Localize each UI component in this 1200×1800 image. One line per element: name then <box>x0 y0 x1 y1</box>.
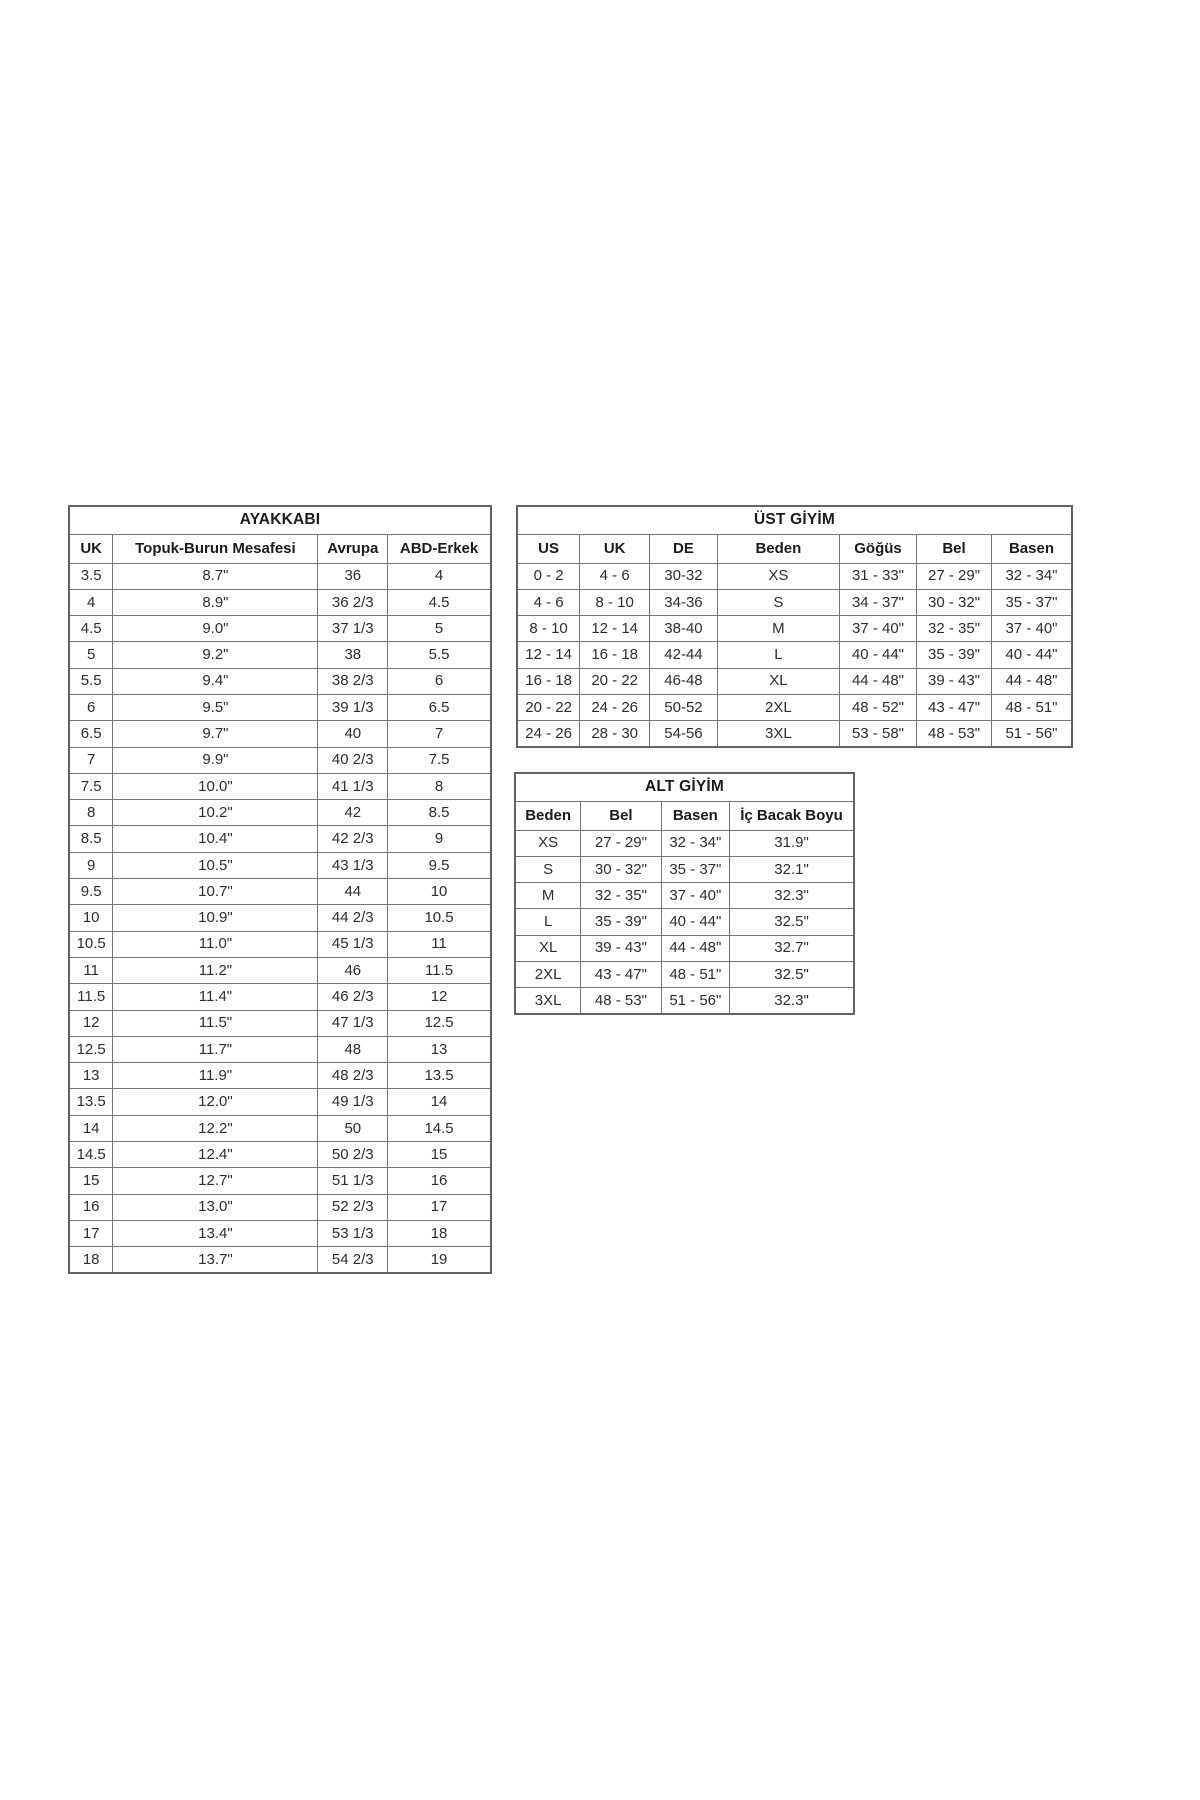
table-cell: XS <box>717 563 839 589</box>
table-cell: 13.5 <box>388 1063 491 1089</box>
table-cell: 4.5 <box>388 589 491 615</box>
table-cell: 27 - 29" <box>917 563 992 589</box>
table-cell: 47 1/3 <box>318 1010 388 1036</box>
ayakkabi-column-header: ABD-Erkek <box>388 534 491 563</box>
ust-giyim-title: ÜST GİYİM <box>517 506 1072 534</box>
table-row <box>517 694 1072 720</box>
table-cell: 45 1/3 <box>318 931 388 957</box>
table-row <box>69 1247 491 1273</box>
table-cell: 10.5 <box>69 931 113 957</box>
bottoms-size-table-body <box>515 830 854 1014</box>
table-cell: 42 <box>318 800 388 826</box>
table-cell: 7 <box>388 721 491 747</box>
table-cell: 4 - 6 <box>517 589 580 615</box>
table-cell: 48 - 51" <box>661 961 729 987</box>
table-cell: 35 - 37" <box>991 589 1072 615</box>
table-cell: 35 - 39" <box>917 642 992 668</box>
table-cell: 16 - 18 <box>517 668 580 694</box>
ust-giyim-header-row <box>517 534 1072 563</box>
ayakkabi-title: AYAKKABI <box>69 506 491 534</box>
table-row <box>515 988 854 1014</box>
table-cell: 12 <box>69 1010 113 1036</box>
table-row <box>517 563 1072 589</box>
table-row <box>69 957 491 983</box>
table-cell: 10.5 <box>388 905 491 931</box>
table-cell: 46 2/3 <box>318 984 388 1010</box>
table-cell: 20 - 22 <box>580 668 650 694</box>
table-row <box>69 616 491 642</box>
table-row <box>69 852 491 878</box>
table-cell: 11 <box>388 931 491 957</box>
table-cell: 24 - 26 <box>580 694 650 720</box>
table-cell: 12 - 14 <box>580 616 650 642</box>
table-row <box>69 1010 491 1036</box>
table-cell: 9.5" <box>113 694 318 720</box>
bottoms-size-table <box>514 772 855 1015</box>
table-row <box>69 1220 491 1246</box>
table-cell: 14.5 <box>388 1115 491 1141</box>
table-cell: 51 - 56" <box>661 988 729 1014</box>
table-cell: 11.4" <box>113 984 318 1010</box>
table-cell: 16 - 18 <box>580 642 650 668</box>
ust-giyim-title-row <box>517 506 1072 534</box>
ust-giyim-column-header: Basen <box>991 534 1072 563</box>
table-cell: 10.2" <box>113 800 318 826</box>
table-cell: 13 <box>388 1036 491 1062</box>
table-cell: 10 <box>388 879 491 905</box>
table-cell: 6 <box>69 694 113 720</box>
table-cell: 9.5 <box>388 852 491 878</box>
table-cell: 0 - 2 <box>517 563 580 589</box>
ayakkabi-header-row <box>69 534 491 563</box>
table-cell: 5 <box>69 642 113 668</box>
table-cell: 12 <box>388 984 491 1010</box>
table-cell: 4 <box>388 563 491 589</box>
table-cell: 48 <box>318 1036 388 1062</box>
table-cell: 19 <box>388 1247 491 1273</box>
table-cell: 12.4" <box>113 1142 318 1168</box>
table-cell: 49 1/3 <box>318 1089 388 1115</box>
table-row <box>517 642 1072 668</box>
table-cell: 42-44 <box>650 642 718 668</box>
table-row <box>517 616 1072 642</box>
tops-size-table-head <box>517 506 1072 563</box>
table-cell: 10.9" <box>113 905 318 931</box>
table-cell: 9.0" <box>113 616 318 642</box>
table-cell: S <box>717 589 839 615</box>
table-cell: 14.5 <box>69 1142 113 1168</box>
table-row <box>69 668 491 694</box>
table-cell: S <box>515 856 581 882</box>
table-cell: 39 1/3 <box>318 694 388 720</box>
table-row <box>69 931 491 957</box>
table-cell: 7.5 <box>69 773 113 799</box>
alt-giyim-column-header: Bel <box>581 801 661 830</box>
table-row <box>69 984 491 1010</box>
table-cell: 37 - 40" <box>991 616 1072 642</box>
table-cell: L <box>717 642 839 668</box>
table-cell: 32.5" <box>730 961 854 987</box>
table-cell: 37 - 40" <box>839 616 916 642</box>
table-cell: XS <box>515 830 581 856</box>
table-cell: 44 2/3 <box>318 905 388 931</box>
table-row <box>69 694 491 720</box>
table-cell: 12.7" <box>113 1168 318 1194</box>
table-cell: 53 - 58" <box>839 721 916 747</box>
table-cell: 13.7" <box>113 1247 318 1273</box>
table-cell: 44 - 48" <box>991 668 1072 694</box>
shoe-size-table-head <box>69 506 491 563</box>
table-cell: 46 <box>318 957 388 983</box>
table-row <box>69 563 491 589</box>
table-cell: 48 - 53" <box>581 988 661 1014</box>
table-cell: 11.0" <box>113 931 318 957</box>
tops-size-table-grid <box>516 505 1073 748</box>
table-cell: 6 <box>388 668 491 694</box>
table-cell: 32.3" <box>730 883 854 909</box>
tops-size-table-body <box>517 563 1072 747</box>
table-cell: 34-36 <box>650 589 718 615</box>
table-cell: 38-40 <box>650 616 718 642</box>
ust-giyim-column-header: DE <box>650 534 718 563</box>
table-row <box>517 589 1072 615</box>
table-cell: 54 2/3 <box>318 1247 388 1273</box>
table-cell: 40 <box>318 721 388 747</box>
table-cell: 32 - 34" <box>991 563 1072 589</box>
alt-giyim-title: ALT GİYİM <box>515 773 854 801</box>
table-cell: 32.1" <box>730 856 854 882</box>
table-cell: 48 - 51" <box>991 694 1072 720</box>
table-row <box>515 883 854 909</box>
table-cell: 12.0" <box>113 1089 318 1115</box>
table-cell: 9.9" <box>113 747 318 773</box>
table-cell: 11.2" <box>113 957 318 983</box>
table-cell: 8.5 <box>388 800 491 826</box>
table-row <box>69 589 491 615</box>
table-cell: 24 - 26 <box>517 721 580 747</box>
table-cell: 18 <box>69 1247 113 1273</box>
table-row <box>515 856 854 882</box>
table-cell: M <box>515 883 581 909</box>
table-cell: 16 <box>388 1168 491 1194</box>
shoe-size-table <box>68 505 492 1274</box>
ust-giyim-column-header: Beden <box>717 534 839 563</box>
table-cell: 11.5 <box>388 957 491 983</box>
table-cell: 15 <box>69 1168 113 1194</box>
table-cell: 38 <box>318 642 388 668</box>
ayakkabi-title-row <box>69 506 491 534</box>
bottoms-size-table-head <box>515 773 854 830</box>
table-row <box>69 1142 491 1168</box>
table-cell: 3XL <box>515 988 581 1014</box>
table-cell: 39 - 43" <box>581 935 661 961</box>
table-cell: 42 2/3 <box>318 826 388 852</box>
table-row <box>515 830 854 856</box>
table-cell: 7.5 <box>388 747 491 773</box>
table-cell: 52 2/3 <box>318 1194 388 1220</box>
table-cell: 27 - 29" <box>581 830 661 856</box>
table-cell: 48 - 53" <box>917 721 992 747</box>
table-cell: 28 - 30 <box>580 721 650 747</box>
ust-giyim-column-header: US <box>517 534 580 563</box>
bottoms-size-table-grid <box>514 772 855 1015</box>
table-cell: 14 <box>388 1089 491 1115</box>
table-cell: 9.2" <box>113 642 318 668</box>
table-row <box>69 1089 491 1115</box>
ayakkabi-column-header: Topuk-Burun Mesafesi <box>113 534 318 563</box>
table-cell: 40 - 44" <box>991 642 1072 668</box>
table-cell: 9 <box>388 826 491 852</box>
tops-size-table <box>516 505 1073 748</box>
table-cell: L <box>515 909 581 935</box>
ayakkabi-column-header: Avrupa <box>318 534 388 563</box>
alt-giyim-column-header: Beden <box>515 801 581 830</box>
alt-giyim-title-row <box>515 773 854 801</box>
alt-giyim-column-header: İç Bacak Boyu <box>730 801 854 830</box>
table-cell: 51 - 56" <box>991 721 1072 747</box>
table-cell: 37 1/3 <box>318 616 388 642</box>
table-cell: 36 <box>318 563 388 589</box>
ust-giyim-column-header: Bel <box>917 534 992 563</box>
table-cell: 5.5 <box>388 642 491 668</box>
table-cell: 4.5 <box>69 616 113 642</box>
table-cell: 51 1/3 <box>318 1168 388 1194</box>
table-cell: 14 <box>69 1115 113 1141</box>
table-cell: 11.5 <box>69 984 113 1010</box>
table-row <box>69 773 491 799</box>
table-cell: 6.5 <box>388 694 491 720</box>
alt-giyim-column-header: Basen <box>661 801 729 830</box>
table-cell: 32.3" <box>730 988 854 1014</box>
shoe-size-table-body <box>69 563 491 1273</box>
table-cell: 35 - 39" <box>581 909 661 935</box>
table-cell: 37 - 40" <box>661 883 729 909</box>
table-row <box>69 826 491 852</box>
table-cell: 12 - 14 <box>517 642 580 668</box>
table-row <box>515 935 854 961</box>
table-cell: 44 - 48" <box>661 935 729 961</box>
table-cell: 9.7" <box>113 721 318 747</box>
table-cell: 13.5 <box>69 1089 113 1115</box>
table-row <box>69 879 491 905</box>
table-cell: 8.9" <box>113 589 318 615</box>
table-cell: 11.9" <box>113 1063 318 1089</box>
table-row <box>69 1115 491 1141</box>
table-cell: 3.5 <box>69 563 113 589</box>
table-row <box>69 1168 491 1194</box>
table-cell: 54-56 <box>650 721 718 747</box>
table-cell: 35 - 37" <box>661 856 729 882</box>
table-row <box>69 721 491 747</box>
table-cell: 8 - 10 <box>517 616 580 642</box>
table-cell: 50-52 <box>650 694 718 720</box>
table-cell: 53 1/3 <box>318 1220 388 1246</box>
table-cell: 10 <box>69 905 113 931</box>
table-cell: 50 2/3 <box>318 1142 388 1168</box>
table-cell: 8 - 10 <box>580 589 650 615</box>
table-cell: 36 2/3 <box>318 589 388 615</box>
table-cell: 17 <box>388 1194 491 1220</box>
ayakkabi-column-header: UK <box>69 534 113 563</box>
table-cell: 31 - 33" <box>839 563 916 589</box>
table-cell: 4 - 6 <box>580 563 650 589</box>
table-cell: 7 <box>69 747 113 773</box>
table-row <box>69 747 491 773</box>
table-cell: 32 - 35" <box>917 616 992 642</box>
ust-giyim-column-header: Göğüs <box>839 534 916 563</box>
table-row <box>69 800 491 826</box>
table-row <box>69 642 491 668</box>
table-row <box>515 961 854 987</box>
alt-giyim-header-row <box>515 801 854 830</box>
table-cell: 32 - 34" <box>661 830 729 856</box>
table-cell: 32.7" <box>730 935 854 961</box>
table-cell: XL <box>717 668 839 694</box>
table-cell: 10.4" <box>113 826 318 852</box>
table-cell: 46-48 <box>650 668 718 694</box>
table-cell: 9.5 <box>69 879 113 905</box>
table-cell: 39 - 43" <box>917 668 992 694</box>
table-cell: 8.5 <box>69 826 113 852</box>
ust-giyim-column-header: UK <box>580 534 650 563</box>
table-cell: 48 - 52" <box>839 694 916 720</box>
table-row <box>69 1194 491 1220</box>
table-cell: 31.9" <box>730 830 854 856</box>
table-cell: 43 1/3 <box>318 852 388 878</box>
table-cell: 12.5 <box>388 1010 491 1036</box>
table-cell: 43 - 47" <box>581 961 661 987</box>
table-cell: 44 <box>318 879 388 905</box>
table-cell: XL <box>515 935 581 961</box>
table-cell: 6.5 <box>69 721 113 747</box>
table-cell: 50 <box>318 1115 388 1141</box>
table-cell: 11.7" <box>113 1036 318 1062</box>
table-row <box>515 909 854 935</box>
table-cell: 32.5" <box>730 909 854 935</box>
table-cell: 15 <box>388 1142 491 1168</box>
table-cell: 13.0" <box>113 1194 318 1220</box>
table-cell: 13.4" <box>113 1220 318 1246</box>
table-cell: 10.5" <box>113 852 318 878</box>
table-cell: 40 - 44" <box>661 909 729 935</box>
table-cell: 11.5" <box>113 1010 318 1036</box>
table-cell: 13 <box>69 1063 113 1089</box>
table-cell: 40 2/3 <box>318 747 388 773</box>
table-cell: 30 - 32" <box>917 589 992 615</box>
table-cell: M <box>717 616 839 642</box>
table-cell: 5 <box>388 616 491 642</box>
table-cell: 17 <box>69 1220 113 1246</box>
shoe-size-table-grid <box>68 505 492 1274</box>
table-row <box>69 1036 491 1062</box>
table-cell: 10.7" <box>113 879 318 905</box>
table-cell: 12.5 <box>69 1036 113 1062</box>
table-cell: 18 <box>388 1220 491 1246</box>
table-cell: 12.2" <box>113 1115 318 1141</box>
table-cell: 9 <box>69 852 113 878</box>
table-row <box>69 905 491 931</box>
table-cell: 4 <box>69 589 113 615</box>
table-cell: 9.4" <box>113 668 318 694</box>
table-row <box>517 668 1072 694</box>
table-cell: 8.7" <box>113 563 318 589</box>
table-cell: 44 - 48" <box>839 668 916 694</box>
table-cell: 2XL <box>515 961 581 987</box>
table-cell: 11 <box>69 957 113 983</box>
table-row <box>517 721 1072 747</box>
table-cell: 3XL <box>717 721 839 747</box>
table-cell: 30-32 <box>650 563 718 589</box>
table-cell: 48 2/3 <box>318 1063 388 1089</box>
table-cell: 38 2/3 <box>318 668 388 694</box>
table-cell: 16 <box>69 1194 113 1220</box>
table-cell: 10.0" <box>113 773 318 799</box>
table-cell: 32 - 35" <box>581 883 661 909</box>
table-cell: 43 - 47" <box>917 694 992 720</box>
table-cell: 30 - 32" <box>581 856 661 882</box>
table-cell: 8 <box>388 773 491 799</box>
table-cell: 8 <box>69 800 113 826</box>
table-cell: 41 1/3 <box>318 773 388 799</box>
table-cell: 20 - 22 <box>517 694 580 720</box>
table-cell: 2XL <box>717 694 839 720</box>
table-cell: 40 - 44" <box>839 642 916 668</box>
table-cell: 34 - 37" <box>839 589 916 615</box>
table-cell: 5.5 <box>69 668 113 694</box>
table-row <box>69 1063 491 1089</box>
